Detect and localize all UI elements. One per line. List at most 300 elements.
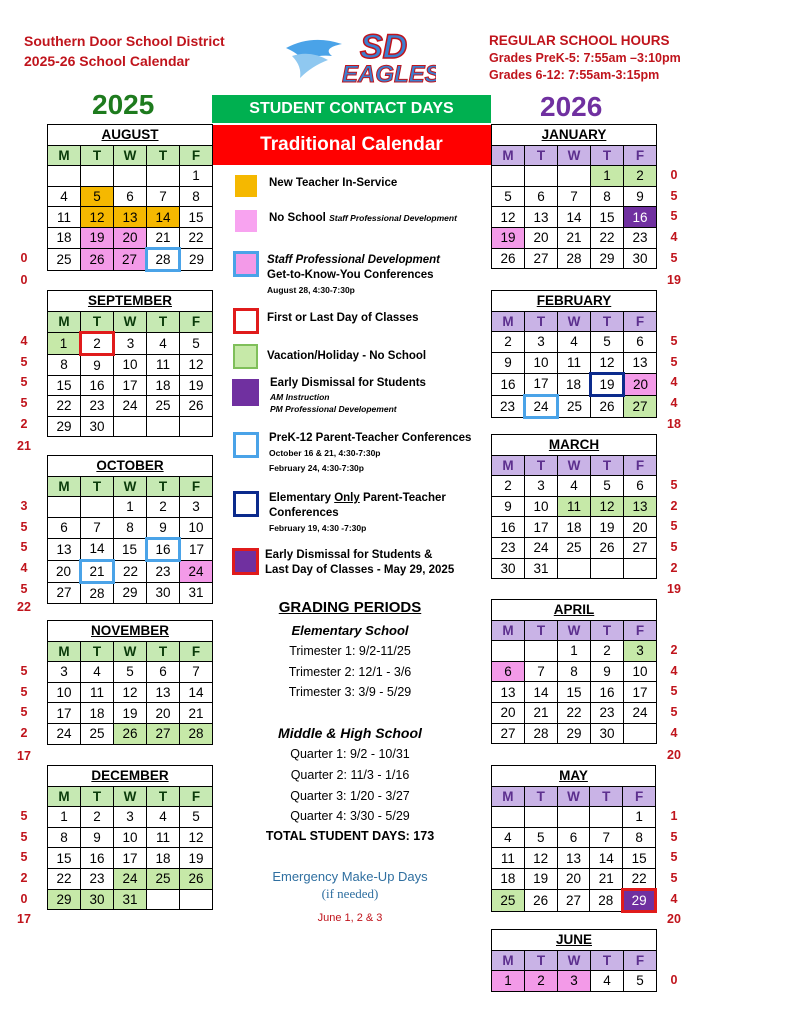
month-name: JUNE [492, 930, 657, 951]
day-cell: 1 [558, 641, 591, 662]
day-cell [147, 166, 180, 187]
day-cell: 8 [180, 186, 213, 207]
day-cell: 2 [81, 332, 114, 354]
day-cell: 23 [624, 227, 657, 248]
day-cell: 17 [114, 848, 147, 869]
weekday-header: T [591, 950, 624, 971]
day-cell: 14 [81, 538, 114, 560]
week-count: 5 [20, 581, 28, 596]
day-cell: 28 [525, 723, 558, 744]
weekday-header: F [180, 641, 213, 662]
weekday-header: T [591, 455, 624, 476]
day-cell: 5 [180, 807, 213, 828]
day-cell: 14 [147, 207, 180, 228]
day-cell: 24 [114, 868, 147, 889]
week-count: 5 [20, 809, 28, 824]
day-cell: 16 [147, 538, 180, 560]
day-cell: 12 [591, 496, 624, 517]
week-count: 0 [670, 168, 678, 183]
grading-mhs-title: Middle & High School [278, 725, 422, 741]
total-oct: 22 [17, 600, 31, 614]
day-cell: 29 [114, 582, 147, 603]
weekday-header: T [590, 786, 623, 807]
weekday-header: T [81, 786, 114, 807]
day-cell: 27 [624, 537, 657, 558]
day-cell: 6 [557, 827, 590, 848]
day-cell: 9 [492, 496, 525, 517]
legend-prek12-d2: February 24, 4:30-7:30p [269, 463, 364, 473]
grading-q2: Quarter 2: 11/3 - 1/16 [290, 768, 410, 782]
day-cell: 3 [180, 497, 213, 518]
makeup-if-needed: (if needed) [321, 886, 379, 901]
day-cell: 5 [624, 971, 657, 992]
legend-elem-only: Only [334, 492, 360, 504]
day-cell: 28 [558, 248, 591, 269]
day-cell: 13 [492, 682, 525, 703]
weekday-header: M [48, 786, 81, 807]
weekday-header: M [48, 145, 81, 166]
day-cell: 5 [524, 827, 557, 848]
day-cell: 9 [147, 517, 180, 538]
day-cell: 5 [81, 186, 114, 207]
total-jan: 19 [667, 273, 681, 287]
day-cell: 4 [147, 332, 180, 354]
weekday-header: T [147, 786, 180, 807]
day-cell: 2 [147, 497, 180, 518]
day-cell [492, 166, 525, 187]
month-feb [491, 290, 657, 419]
day-cell: 2 [525, 971, 558, 992]
day-cell: 7 [590, 827, 623, 848]
day-cell: 12 [114, 682, 147, 703]
day-cell: 8 [114, 517, 147, 538]
week-count: 5 [670, 250, 678, 265]
weekday-header: W [558, 620, 591, 641]
weekday-header: W [558, 145, 591, 166]
eagles-logo [282, 26, 436, 84]
day-cell: 14 [525, 682, 558, 703]
day-cell: 4 [492, 827, 525, 848]
day-cell: 17 [525, 517, 558, 538]
weekday-header: W [557, 786, 590, 807]
weekday-header: W [558, 455, 591, 476]
day-cell: 5 [591, 476, 624, 497]
week-count: 2 [20, 726, 28, 740]
legend-inservice-swatch [235, 175, 257, 197]
total-feb: 18 [667, 417, 681, 431]
day-cell: 19 [180, 848, 213, 869]
day-cell [180, 889, 213, 910]
weekday-header: W [114, 145, 147, 166]
day-cell: 16 [81, 848, 114, 869]
legend-prek12-d1: October 16 & 21, 4:30-7:30p [269, 448, 381, 458]
legend-firstlast-swatch [233, 308, 259, 334]
day-cell: 11 [558, 352, 591, 373]
day-cell [525, 166, 558, 187]
day-cell: 29 [48, 416, 81, 437]
day-cell: 2 [591, 641, 624, 662]
day-cell: 25 [147, 396, 180, 417]
day-cell: 5 [591, 332, 624, 353]
weekday-header: W [114, 641, 147, 662]
day-cell: 24 [114, 396, 147, 417]
weekday-header: T [591, 145, 624, 166]
day-cell: 15 [114, 538, 147, 560]
day-cell: 18 [492, 868, 525, 889]
day-cell: 20 [624, 517, 657, 538]
day-cell [590, 807, 623, 828]
logo-sd: SD [360, 28, 408, 66]
legend-noschool [269, 211, 457, 226]
day-cell: 1 [180, 166, 213, 187]
day-cell: 7 [81, 517, 114, 538]
legend-lastday [265, 548, 454, 578]
day-cell: 6 [114, 186, 147, 207]
weekday-header: M [492, 145, 525, 166]
day-cell [557, 807, 590, 828]
week-count: 2 [670, 643, 678, 658]
day-cell: 10 [525, 352, 558, 373]
day-cell: 21 [558, 227, 591, 248]
week-count: 5 [670, 188, 678, 203]
day-cell [147, 416, 180, 437]
month-name: JANUARY [492, 125, 657, 146]
total-apr: 20 [667, 748, 681, 762]
year-2025: 2025 [92, 89, 155, 120]
day-cell: 20 [557, 868, 590, 889]
week-count: 4 [20, 334, 28, 349]
day-cell: 30 [81, 416, 114, 437]
total-mar: 19 [667, 582, 681, 596]
day-cell: 27 [147, 723, 180, 744]
day-cell: 30 [81, 889, 114, 910]
day-cell: 26 [180, 868, 213, 889]
weekday-header: F [180, 145, 213, 166]
day-cell: 2 [624, 166, 657, 187]
day-cell: 11 [48, 207, 81, 228]
day-cell: 11 [492, 848, 525, 869]
day-cell: 15 [558, 682, 591, 703]
traditional-calendar-banner: Traditional Calendar [212, 125, 491, 165]
weekday-header: F [180, 476, 213, 497]
day-cell: 4 [591, 971, 624, 992]
logo-eagles: EAGLES [342, 61, 436, 84]
day-cell: 18 [48, 227, 81, 248]
day-cell: 21 [81, 560, 114, 582]
day-cell: 20 [492, 702, 525, 723]
day-cell: 14 [180, 682, 213, 703]
month-name: OCTOBER [48, 456, 213, 477]
day-cell: 19 [114, 703, 147, 724]
day-cell: 25 [81, 723, 114, 744]
day-cell: 10 [48, 682, 81, 703]
day-cell: 26 [591, 395, 624, 417]
day-cell: 21 [180, 703, 213, 724]
weekday-header: F [624, 620, 657, 641]
weekday-header: F [180, 786, 213, 807]
legend-gtky-label: Get-to-Know-You Conferences [267, 269, 434, 281]
weekday-header: T [81, 311, 114, 332]
day-cell: 2 [492, 476, 525, 497]
legend-gtky [267, 253, 440, 298]
day-cell: 15 [180, 207, 213, 228]
day-cell: 14 [558, 207, 591, 228]
legend-noschool-swatch [235, 210, 257, 232]
day-cell: 12 [524, 848, 557, 869]
week-count: 5 [20, 396, 28, 410]
legend-early-am: AM Instruction [270, 392, 330, 402]
day-cell: 4 [558, 332, 591, 353]
day-cell: 9 [81, 354, 114, 375]
week-count: 5 [670, 705, 678, 719]
legend-lastday-swatch [232, 548, 259, 575]
day-cell: 1 [48, 332, 81, 354]
day-cell: 10 [525, 496, 558, 517]
month-may [491, 765, 657, 913]
day-cell: 12 [180, 354, 213, 375]
month-name: APRIL [492, 600, 657, 621]
legend-prek12 [269, 431, 471, 476]
total-may: 20 [667, 912, 681, 926]
day-cell: 18 [558, 517, 591, 538]
weekday-header: M [492, 950, 525, 971]
day-cell: 5 [114, 662, 147, 683]
day-cell: 18 [147, 375, 180, 396]
day-cell: 7 [525, 661, 558, 682]
day-cell: 6 [48, 517, 81, 538]
day-cell: 9 [591, 661, 624, 682]
day-cell: 22 [623, 868, 656, 889]
week-count: 5 [20, 705, 28, 720]
weekday-header: F [623, 786, 656, 807]
day-cell: 3 [114, 332, 147, 354]
week-count: 5 [670, 354, 678, 369]
day-cell: 17 [180, 538, 213, 560]
legend-firstlast: First or Last Day of Classes [267, 312, 419, 324]
day-cell: 16 [591, 682, 624, 703]
grading-total: TOTAL STUDENT DAYS: 173 [265, 829, 435, 843]
day-cell: 15 [48, 375, 81, 396]
month-name: MAY [492, 766, 656, 787]
day-cell: 6 [147, 662, 180, 683]
day-cell: 24 [624, 702, 657, 723]
day-cell: 6 [525, 186, 558, 207]
day-cell: 28 [81, 582, 114, 603]
legend-prek12-swatch [233, 432, 259, 458]
week-count: 5 [670, 478, 678, 493]
day-cell: 4 [81, 662, 114, 683]
legend-inservice: New Teacher In-Service [269, 177, 398, 189]
weekday-header: T [525, 145, 558, 166]
month-jun [491, 929, 657, 992]
makeup-dates: June 1, 2 & 3 [317, 912, 383, 924]
day-cell: 29 [48, 889, 81, 910]
day-cell: 2 [492, 332, 525, 353]
week-count: 3 [20, 499, 28, 514]
year-2026: 2026 [540, 91, 603, 122]
day-cell: 12 [492, 207, 525, 228]
day-cell: 21 [525, 702, 558, 723]
day-cell: 20 [48, 560, 81, 582]
day-cell: 8 [48, 827, 81, 848]
day-cell: 21 [147, 227, 180, 248]
makeup-title: Emergency Make-Up Days [272, 869, 428, 884]
legend-elem-1: Elementary [269, 492, 335, 504]
day-cell [81, 497, 114, 518]
week-count: 4 [20, 561, 28, 575]
day-cell: 7 [147, 186, 180, 207]
day-cell: 24 [525, 395, 558, 417]
month-name: AUGUST [48, 125, 213, 146]
weekday-header: W [114, 476, 147, 497]
day-cell: 16 [492, 517, 525, 538]
day-cell: 16 [492, 373, 525, 395]
day-cell: 1 [48, 807, 81, 828]
day-cell: 16 [81, 375, 114, 396]
day-cell: 12 [591, 352, 624, 373]
legend-elem-2: Parent-Teacher [359, 492, 446, 504]
hours-prek5: Grades PreK-5: 7:55am –3:10pm [489, 51, 681, 65]
weekday-header: F [624, 455, 657, 476]
legend-elemconf-swatch [233, 491, 259, 517]
week-count: 5 [670, 334, 678, 349]
weekday-header: W [114, 786, 147, 807]
day-cell: 9 [624, 186, 657, 207]
day-cell: 29 [558, 723, 591, 744]
legend-elem-date: February 19, 4:30 -7:30p [269, 523, 367, 533]
day-cell: 24 [180, 560, 213, 582]
day-cell: 13 [557, 848, 590, 869]
week-count: 4 [670, 396, 678, 410]
week-count: 4 [670, 230, 678, 244]
day-cell: 26 [180, 396, 213, 417]
day-cell: 15 [591, 207, 624, 228]
day-cell [81, 166, 114, 187]
day-cell: 14 [590, 848, 623, 869]
day-cell: 25 [492, 889, 525, 911]
weekday-header: M [48, 641, 81, 662]
day-cell [147, 889, 180, 910]
day-cell: 5 [180, 332, 213, 354]
weekday-header: T [591, 311, 624, 332]
weekday-header: W [114, 311, 147, 332]
month-name: NOVEMBER [48, 621, 213, 642]
week-count: 5 [20, 519, 28, 534]
grading-title: GRADING PERIODS [278, 599, 422, 616]
weekday-header: T [147, 641, 180, 662]
weekday-header: T [147, 145, 180, 166]
day-cell: 17 [525, 373, 558, 395]
day-cell: 23 [81, 396, 114, 417]
day-cell: 13 [147, 682, 180, 703]
week-count: 4 [670, 375, 678, 390]
day-cell: 19 [591, 517, 624, 538]
week-count: 2 [670, 560, 678, 575]
month-nov [47, 620, 213, 745]
day-cell: 11 [147, 827, 180, 848]
day-cell: 20 [114, 227, 147, 248]
day-cell [524, 807, 557, 828]
day-cell: 19 [81, 227, 114, 248]
week-count: 0 [20, 891, 28, 906]
day-cell: 22 [114, 560, 147, 582]
day-cell: 10 [624, 661, 657, 682]
day-cell: 10 [180, 517, 213, 538]
day-cell: 19 [524, 868, 557, 889]
day-cell [558, 166, 591, 187]
legend-noschool-label: No School [269, 212, 326, 224]
weekday-header: T [525, 950, 558, 971]
day-cell: 19 [591, 373, 624, 395]
day-cell: 25 [558, 395, 591, 417]
day-cell: 22 [591, 227, 624, 248]
month-name: SEPTEMBER [48, 291, 213, 312]
total-aug: 0 [20, 273, 28, 287]
weekday-header: W [558, 311, 591, 332]
day-cell: 3 [48, 662, 81, 683]
day-cell [525, 641, 558, 662]
day-cell [624, 558, 657, 579]
day-cell: 10 [114, 827, 147, 848]
week-count: 2 [670, 498, 678, 513]
day-cell: 18 [81, 703, 114, 724]
day-cell: 21 [590, 868, 623, 889]
week-count: 5 [20, 540, 28, 555]
day-cell: 4 [48, 186, 81, 207]
day-cell: 4 [558, 476, 591, 497]
day-cell: 27 [525, 248, 558, 269]
grading-t1: Trimester 1: 9/2-11/25 [289, 644, 411, 658]
day-cell: 13 [48, 538, 81, 560]
week-count: 5 [20, 375, 28, 390]
week-count: 5 [670, 829, 678, 844]
day-cell: 1 [492, 971, 525, 992]
day-cell: 6 [624, 476, 657, 497]
legend-prek12-label: PreK-12 Parent-Teacher Conferences [269, 432, 472, 444]
legend-staff-pd: Staff Professional Development [267, 254, 440, 266]
day-cell: 10 [114, 354, 147, 375]
week-count: 5 [20, 684, 28, 699]
week-count: 2 [20, 871, 28, 885]
day-cell: 3 [624, 641, 657, 662]
day-cell: 8 [623, 827, 656, 848]
day-cell: 3 [558, 971, 591, 992]
weekday-header: T [147, 476, 180, 497]
day-cell: 13 [525, 207, 558, 228]
legend-vacation: Vacation/Holiday - No School [267, 350, 427, 362]
day-cell: 17 [48, 703, 81, 724]
calendar-title: 2025-26 School Calendar [24, 53, 190, 69]
weekday-header: T [591, 620, 624, 641]
day-cell: 15 [48, 848, 81, 869]
grading-q3: Quarter 3: 1/20 - 3/27 [290, 789, 410, 803]
day-cell: 28 [590, 889, 623, 911]
day-cell: 23 [81, 868, 114, 889]
weekday-header: T [81, 641, 114, 662]
day-cell: 22 [48, 868, 81, 889]
day-cell: 13 [114, 207, 147, 228]
day-cell: 31 [180, 582, 213, 603]
weekday-header: T [81, 145, 114, 166]
day-cell: 28 [147, 248, 180, 270]
day-cell: 12 [81, 207, 114, 228]
legend-elem-3: Conferences [269, 507, 339, 519]
weekday-header: M [492, 311, 525, 332]
day-cell: 27 [48, 582, 81, 603]
day-cell: 17 [114, 375, 147, 396]
legend-last-1: Early Dismissal for Students & [265, 549, 433, 561]
day-cell: 12 [180, 827, 213, 848]
